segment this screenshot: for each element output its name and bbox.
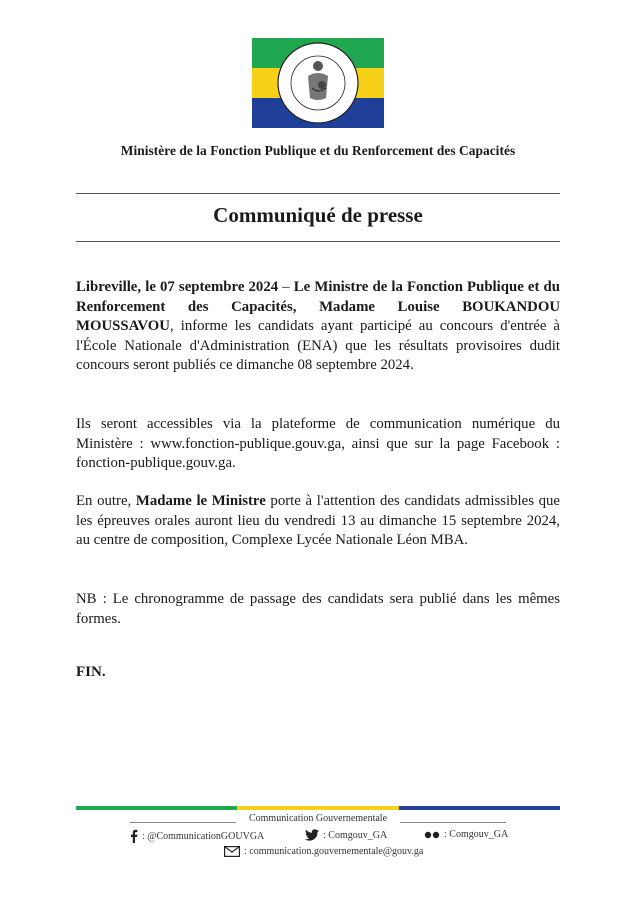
ministry-name: Ministère de la Fonction Publique et du Renforcement des Capacités xyxy=(120,143,516,158)
footer-flickr[interactable]: : Comgouv_GA xyxy=(424,829,508,840)
paragraph-3: En outre, Madame le Ministre porte à l'attention des candidats admissibles que les épreuves orales auront lieu du vendredi 13 au dimanche 15 septembre 2024, au centre de composition, Complexe Lycée Nationale Léon MBA. xyxy=(76,493,560,549)
fin-marker: FIN. xyxy=(76,664,106,680)
flickr-icon xyxy=(424,831,440,839)
footer-email[interactable]: : communication.gouvernementale@gouv.ga xyxy=(224,846,423,857)
title-rule xyxy=(76,241,560,242)
paragraph-2: Ils seront accessibles via la plateforme de communication numérique du Ministère : www.fonction-publique.gouv.ga, ainsi que sur la page Facebook : fonction-publique.gouv.ga. xyxy=(76,416,560,472)
footer-twitter[interactable]: : Comgouv_GA xyxy=(305,829,387,841)
minister-bold: Madame le Ministre xyxy=(135,493,266,509)
footer-rule-right xyxy=(400,822,506,823)
footer-color-bar xyxy=(76,806,560,810)
minister-title: Le Ministre de la Fonction Publique et du Renforcement des Capacités, Madame Louise xyxy=(76,279,561,315)
document-title: Communiqué de presse xyxy=(213,203,423,227)
date-lead: Libreville, le 07 septembre 2024 xyxy=(76,279,279,295)
top-rule xyxy=(76,193,560,194)
footer-title: Communication Gouvernementale xyxy=(248,813,388,824)
facebook-icon xyxy=(130,829,138,843)
footer-facebook[interactable]: : @CommunicationGOUVGA xyxy=(130,829,264,843)
gabon-emblem xyxy=(252,38,384,128)
twitter-icon xyxy=(305,829,319,841)
mail-icon xyxy=(224,846,240,857)
minister-name: BOUKANDOU MOUSSAVOU xyxy=(76,298,561,335)
paragraph-1: Libreville, le 07 septembre 2024 – Le Ministre de la Fonction Publique et du Renforcement des Capacités, Madame Louise BOUKANDOU MOUSSAVOU, informe les candidats ayant participé au concours d'entrée à l'École Nationale d'Administration (ENA) que les résultats provisoires dudit concours seront publiés ce dimanche 08 septembre 2024. xyxy=(76,279,561,374)
paragraph-4: NB : Le chronogramme de passage des candidats sera publié dans les mêmes formes. xyxy=(76,591,560,627)
